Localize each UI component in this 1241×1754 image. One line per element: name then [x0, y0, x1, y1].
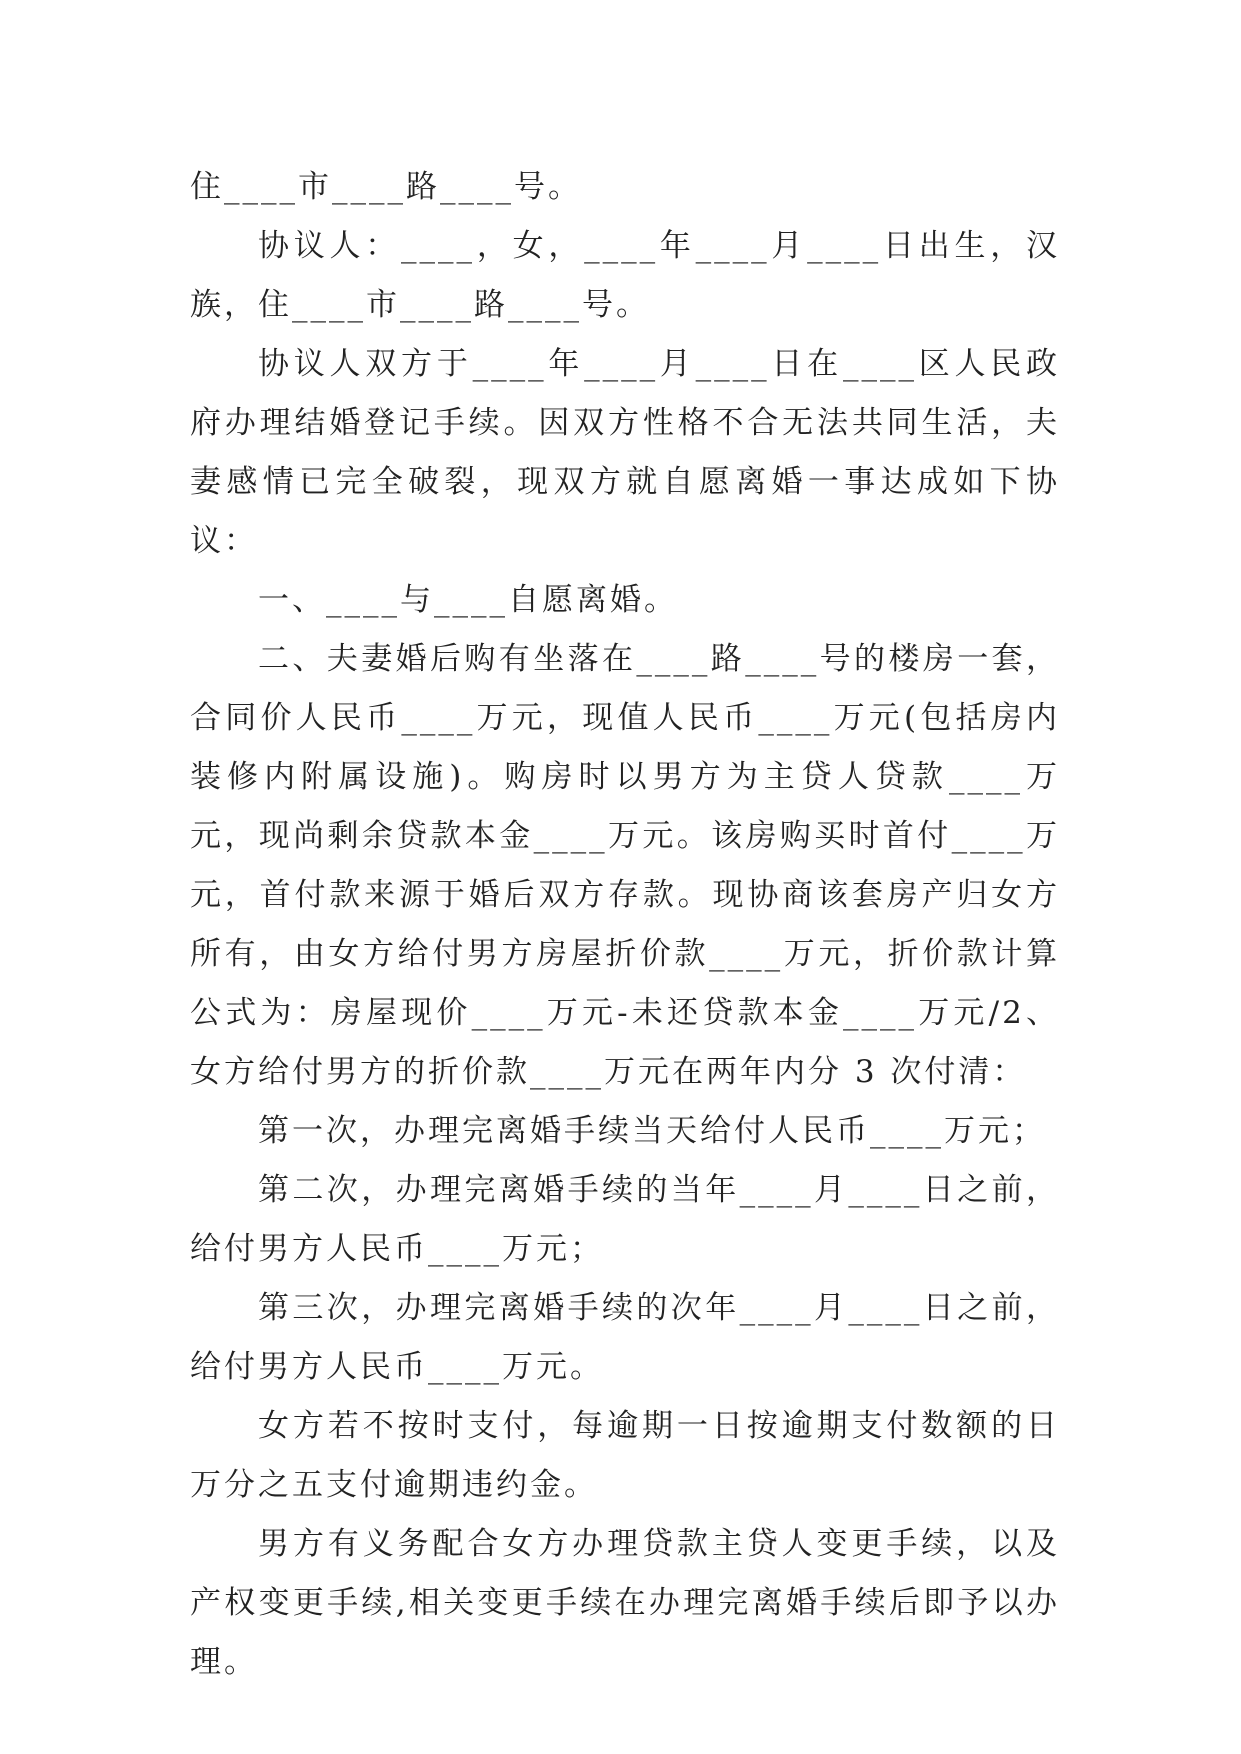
- paragraph-late-penalty: 女方若不按时支付，每逾期一日按逾期支付数额的日万分之五支付逾期违约金。: [190, 1408, 1060, 1503]
- paragraph-clause-1: 一、____与____自愿离婚。: [258, 582, 678, 618]
- paragraph-payment-third: 第三次，办理完离婚手续的次年____月____日之前，给付男方人民币____万元。: [190, 1290, 1060, 1385]
- paragraph-payment-second: 第二次，办理完离婚手续的当年____月____日之前，给付男方人民币____万元；: [190, 1172, 1060, 1267]
- paragraph-clause-2-property: 二、夫妻婚后购有坐落在____路____号的楼房一套，合同价人民币____万元，现值人民币____万元(包括房内装修内附属设施)。购房时以男方为主贷人贷款____万元，现尚剩余贷款本金____万元。该房购买时首付____万元，首付款来源于婚后双方存款。现协商该套房产归女方所有，由女方给付男方房屋折价款____万元，折价款计算公式为：房屋现价____万元-未还贷款本金____万元/2、女方给付男方的折价款____万元在两年内分 3 次付清：: [190, 641, 1060, 1090]
- document-body: [190, 158, 1060, 1692]
- paragraph-marriage-registration: 协议人双方于____年____月____日在____区人民政府办理结婚登记手续。因双方性格不合无法共同生活，夫妻感情已完全破裂，现双方就自愿离婚一事达成如下协议：: [190, 346, 1060, 559]
- paragraph-party-female: 协议人：____，女，____年____月____日出生，汉族，住____市____路____号。: [190, 228, 1060, 323]
- paragraph-payment-first: 第一次，办理完离婚手续当天给付人民币____万元；: [258, 1113, 1046, 1149]
- paragraph-address-continued: 住____市____路____号。: [190, 169, 582, 205]
- paragraph-transfer-obligation: 男方有义务配合女方办理贷款主贷人变更手续，以及产权变更手续,相关变更手续在办理完离婚手续后即予以办理。: [190, 1526, 1060, 1680]
